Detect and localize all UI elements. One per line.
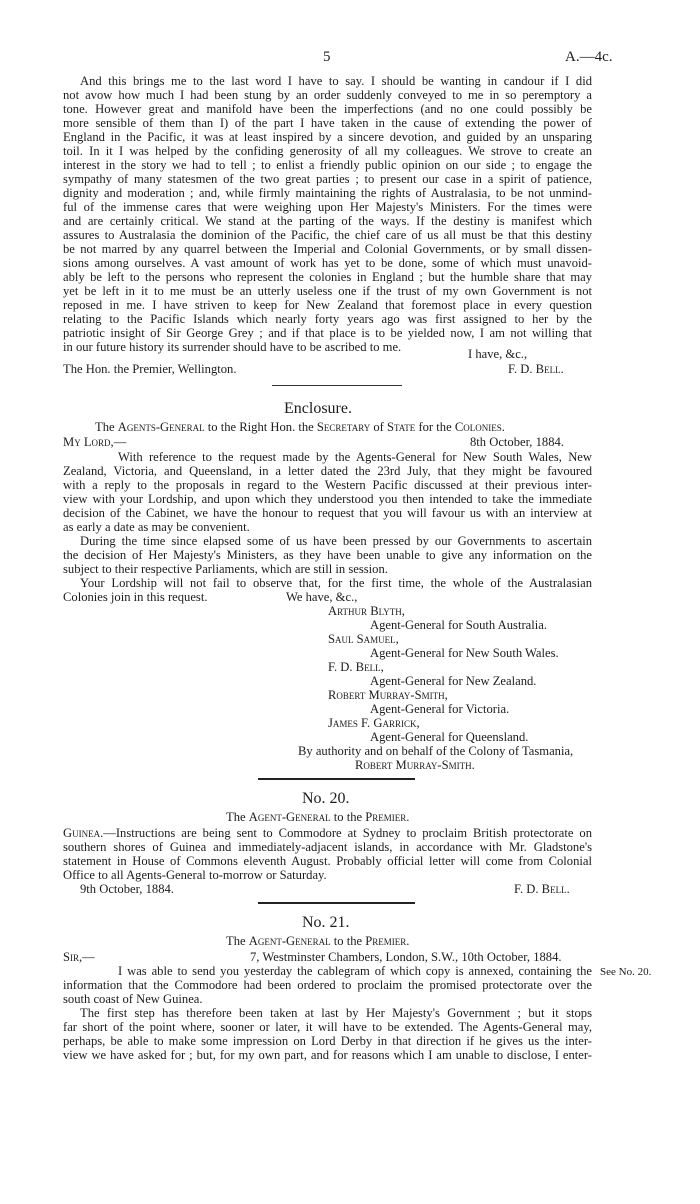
enclosure-heading xyxy=(95,420,505,434)
letter-line: be not marred by any quarrel between the Imperial and Colonial Governments, or by small dissen- xyxy=(63,242,592,256)
enclosure-title: Enclosure. xyxy=(284,400,352,417)
no21-address: 7, Westminster Chambers, London, S.W., 10th October, 1884. xyxy=(250,950,562,964)
letter-line: relating to the Pacific Islands which nearly forty years ago was first assigned to her by the xyxy=(63,312,592,326)
enclosure-line: During the time since elapsed some of us have been pressed by our Governments to ascertain xyxy=(80,534,592,548)
no21-salutation: Sir,— xyxy=(63,950,95,964)
heading-word: The xyxy=(226,810,249,824)
section-divider xyxy=(258,902,415,904)
enclosure-line: Your Lordship will not fail to observe that, for the first time, the whole of the Australasian xyxy=(80,576,592,590)
authority-line: By authority and on behalf of the Colony of Tasmania, xyxy=(298,744,574,758)
telegram-line: statement in House of Commons eleventh August. Probably official letter will come from Colonial xyxy=(63,854,592,868)
margin-note: See No. 20. xyxy=(600,966,652,978)
letter-line: dignity and moderation ; and, while firmly maintaining the rights of Australasia, to be not unmind- xyxy=(63,186,592,200)
telegram-line xyxy=(63,826,592,840)
letter-line: reposed in me. I have striven to keep for New Zealand that foremost place in every question xyxy=(63,298,592,312)
heading-text: to the xyxy=(330,810,366,824)
signatory-role: Agent-General for New Zealand. xyxy=(370,674,537,688)
signatory-role: Agent-General for Victoria. xyxy=(370,702,510,716)
enclosure-line: subject to their respective Parliaments, which are still in session. xyxy=(63,562,388,576)
heading-colonies: Colonies. xyxy=(454,420,505,434)
letter-line: yet be left in it to me must be an utterly useless one if the trust of my own Government is not xyxy=(63,284,592,298)
telegram-text: —Instructions are being sent to Commodore at Sydney to proclaim British protectorate on xyxy=(103,826,592,840)
signatory-name: James F. Garrick, xyxy=(328,716,420,730)
page-number: 5 xyxy=(323,49,331,65)
no21-line: view we have asked for ; but, for my own part, and for reasons which I am unable to disclose, I enter- xyxy=(63,1048,592,1062)
enclosure-line: view with your Lordship, and upon which they understood you then intended to take the immediate xyxy=(63,492,592,506)
heading-from: Agent-General xyxy=(248,934,331,948)
section-divider xyxy=(272,385,402,386)
enclosure-line: with a reply to the proposals in regard to the Western Pacific discussed at their previous inter- xyxy=(63,478,592,492)
letter-line: in our future history its surrender should have to be ascribed to me. xyxy=(63,340,402,354)
letter-line: more sensible of them than I) of the part I have taken in the cause of extending the power of xyxy=(63,116,592,130)
enclosure-line: Zealand, Victoria, and Queensland, in a letter dated the 23rd July, that they might be favoured xyxy=(63,464,592,478)
letter-line: sions among ourselves. A vast amount of work has yet to be done, some of which must unavoid- xyxy=(63,256,592,270)
letter-line: ful of the immense cares that were weighing upon Her Majesty's Ministers. For the times were xyxy=(63,200,592,214)
heading-word: The xyxy=(95,420,118,434)
document-reference: A.—4c. xyxy=(565,49,613,65)
heading-text: to the Right Hon. the xyxy=(204,420,317,434)
telegram-lead: Guinea. xyxy=(63,826,104,840)
enclosure-line: decision of the Cabinet, we have the honour to request that you will favour us with an interview at xyxy=(63,506,592,520)
heading-text: of xyxy=(370,420,388,434)
heading-to: Premier. xyxy=(365,934,410,948)
heading-state: State xyxy=(387,420,416,434)
letter-line: and are certainly critical. We stand at the parting of the ways. If the destiny is manifest which xyxy=(63,214,592,228)
letter-line: sympathy of many statesmen of the two great parties ; to present our case in a spirit of patience, xyxy=(63,172,592,186)
letter-closing: I have, &c., xyxy=(468,347,528,361)
no21-line: perhaps, be able to make some impression on Lord Derby in that direction if he gives us the inter- xyxy=(63,1034,592,1048)
signatory-role: Agent-General for South Australia. xyxy=(370,618,547,632)
heading-from: Agents-General xyxy=(117,420,205,434)
signatory-name: Saul Samuel, xyxy=(328,632,399,646)
heading-to: Premier. xyxy=(365,810,410,824)
section-divider xyxy=(258,778,415,780)
telegram-line: southern shores of Guinea and immediately-adjacent islands, in accordance with Mr. Gladstone's xyxy=(63,840,592,854)
no21-line: information that the Commodore had been ordered to proclaim the promised protectorate over the xyxy=(63,978,592,992)
enclosure-line: as early a date as may be convenient. xyxy=(63,520,250,534)
no20-signature: F. D. Bell. xyxy=(514,882,570,896)
enclosure-line: the decision of Her Majesty's Ministers, as they have been unable to give any information on the xyxy=(63,548,592,562)
heading-word: The xyxy=(226,934,249,948)
no20-date: 9th October, 1884. xyxy=(80,882,174,896)
enclosure-line: With reference to the request made by the Agents-General for New South Wales, New xyxy=(118,450,592,464)
letter-line: assures to Australasia the dominion of the Pacific, the chief care of us all must be that this destiny xyxy=(63,228,592,242)
signatory-name: Arthur Blyth, xyxy=(328,604,405,618)
signatory-role: Agent-General for Queensland. xyxy=(370,730,529,744)
letter-line: ably be left to the persons who represent the colonies in England ; but the humble share that may xyxy=(63,270,592,284)
heading-text: for the xyxy=(415,420,455,434)
letter-line: not avow how much I had been stung by an order suddenly conveyed to me in so peremptory a xyxy=(63,88,592,102)
telegram-line: Office to all Agents-General to-morrow or Saturday. xyxy=(63,868,327,882)
letter-line: tone. However great and manifold have been the imperfections (and no one could possibly be xyxy=(63,102,592,116)
no21-heading xyxy=(226,934,409,948)
heading-secretary: Secretary xyxy=(316,420,371,434)
signatory-name: F. D. Bell, xyxy=(328,660,384,674)
enclosure-closing: We have, &c., xyxy=(286,590,358,604)
signatory-name: Robert Murray-Smith, xyxy=(328,688,448,702)
letter-line: And this brings me to the last word I have to say. I should be wanting in candour if I did xyxy=(80,74,592,88)
heading-from: Agent-General xyxy=(248,810,331,824)
signatory-role: Agent-General for New South Wales. xyxy=(370,646,559,660)
no20-heading xyxy=(226,810,409,824)
letter-signature: F. D. Bell. xyxy=(508,362,564,376)
letter-line: patriotic insight of Sir George Grey ; and if that place is to be yielded now, I am not willing that xyxy=(63,326,592,340)
enclosure-line: Colonies join in this request. xyxy=(63,590,208,604)
enclosure-salutation: My Lord,— xyxy=(63,435,127,449)
letter-addressee: The Hon. the Premier, Wellington. xyxy=(63,362,237,376)
no21-line: I was able to send you yesterday the cablegram of which copy is annexed, containing the xyxy=(118,964,592,978)
no21-line: far short of the point where, sooner or later, it will have to be extended. The Agents-General may, xyxy=(63,1020,592,1034)
no21-line: south coast of New Guinea. xyxy=(63,992,203,1006)
no21-line: The first step has therefore been taken at last by Her Majesty's Government ; but it stops xyxy=(80,1006,592,1020)
letter-line: interest in the story we had to tell ; to enlist a friendly public opinion on our side ; to engage the xyxy=(63,158,592,172)
letter-line: toil. In it I was helped by the confiding generosity of all my colleagues. We strove to create an xyxy=(63,144,592,158)
no20-title: No. 20. xyxy=(302,790,350,807)
letter-line: England in the Pacific, it was at least inspired by a sincere devotion, and guided by an unsparing xyxy=(63,130,592,144)
no21-title: No. 21. xyxy=(302,914,350,931)
enclosure-date: 8th October, 1884. xyxy=(470,435,564,449)
authority-name: Robert Murray-Smith. xyxy=(355,758,475,772)
heading-text: to the xyxy=(330,934,366,948)
